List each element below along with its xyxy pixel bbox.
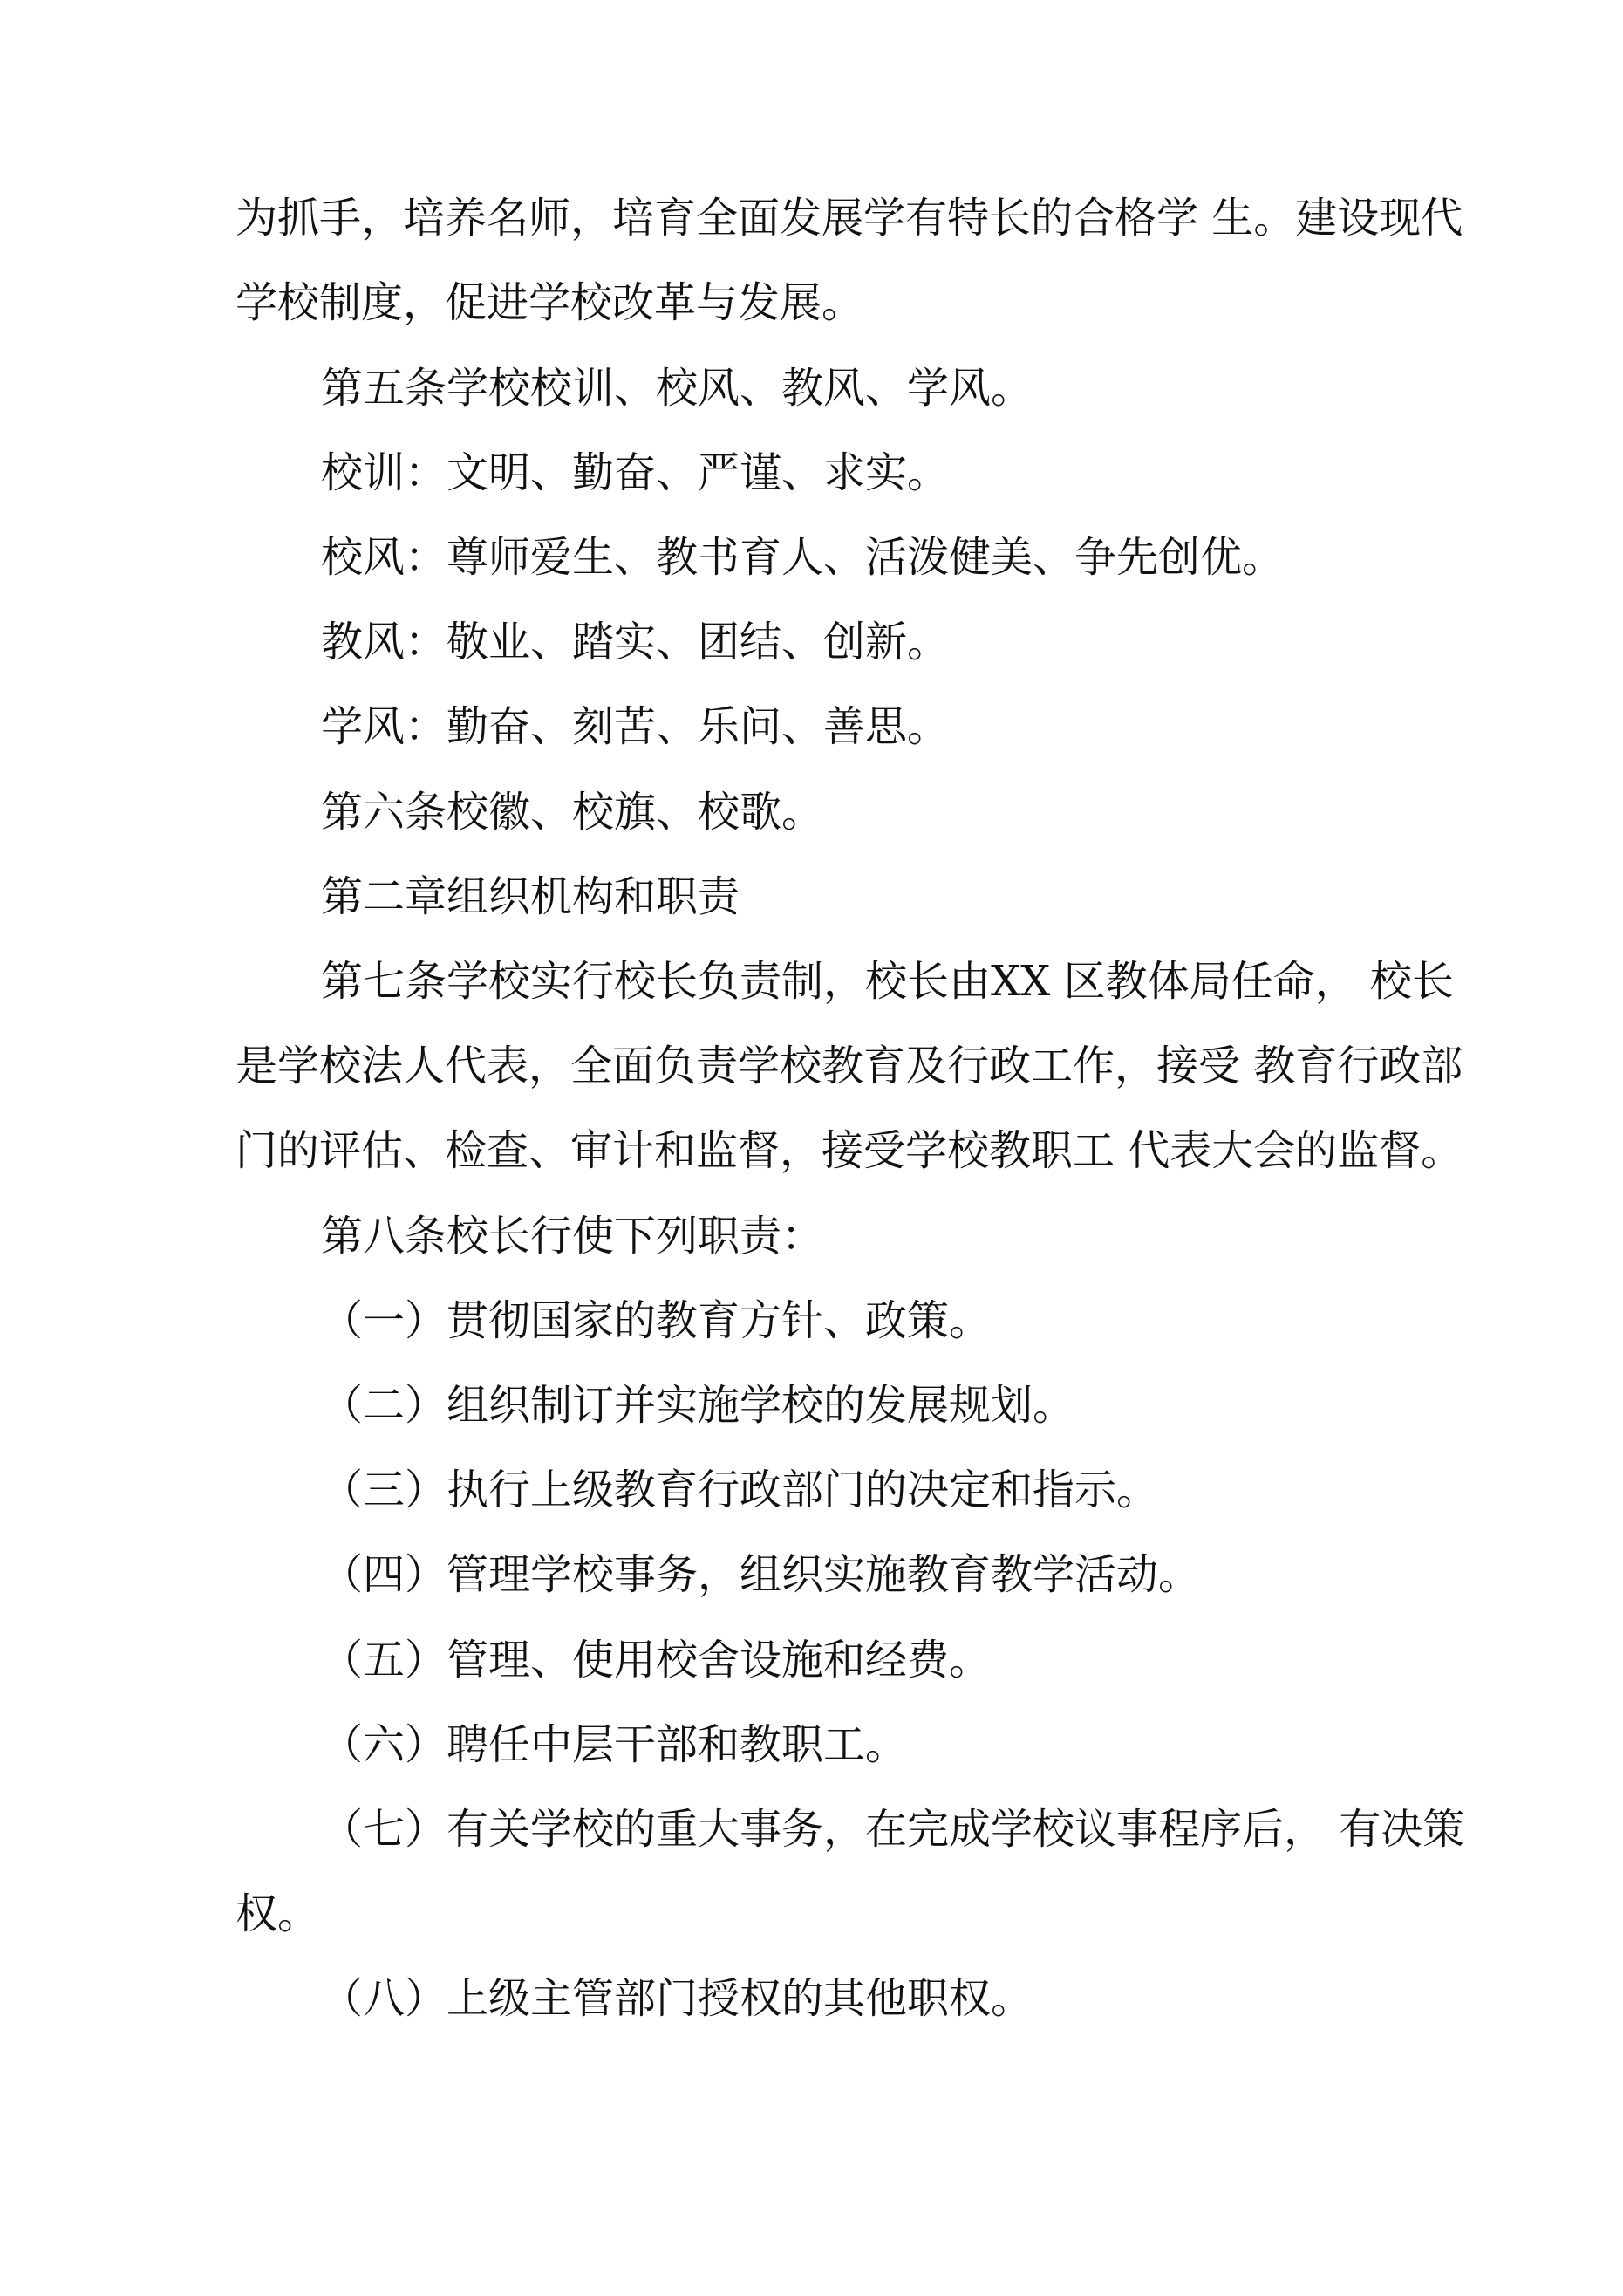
- article-heading: 第八条校长行使下列职责：: [321, 1212, 824, 1261]
- paragraph-line: 是学校法人代表，全面负责学校教育及行政工作，接受 教育行政部: [235, 1042, 1463, 1090]
- article-heading: 第六条校徽、校旗、校歌。: [321, 788, 824, 837]
- list-item: （二）组织制订并实施学校的发展规划。: [321, 1381, 1075, 1430]
- list-item: （一）贯彻国家的教育方针、政策。: [321, 1296, 992, 1345]
- list-item-continuation: 权。: [235, 1889, 320, 1938]
- teaching-style-line: 教风：敬业、踏实、团结、创新。: [321, 618, 950, 666]
- list-item: （三）执行上级教育行政部门的决定和指示。: [321, 1466, 1159, 1514]
- school-spirit-line: 校风：尊师爱生、教书育人、活泼健美、争先创优。: [321, 533, 1285, 582]
- list-item: （五）管理、使用校舍设施和经费。: [321, 1636, 992, 1684]
- study-style-line: 学风：勤奋、刻苦、乐问、善思。: [321, 702, 950, 751]
- motto-line: 校训：文明、勤奋、严谨、求实。: [321, 448, 950, 497]
- article-heading: 第五条学校校训、校风、教风、学风。: [321, 364, 1033, 413]
- paragraph-line: 第七条学校实行校长负责制，校长由XX 区教体局任命， 校长: [321, 957, 1454, 1006]
- list-item: （六）聘任中层干部和教职工。: [321, 1720, 908, 1769]
- list-item: （四）管理学校事务，组织实施教育教学活动。: [321, 1550, 1201, 1599]
- paragraph-line: 为抓手，培养名师，培育全面发展学有特长的合格学 生。建设现代: [235, 194, 1463, 243]
- list-item: （七）有关学校的重大事务，在完成学校议事程序后， 有决策: [321, 1805, 1465, 1854]
- paragraph-line: 学校制度，促进学校改革与发展。: [235, 278, 864, 327]
- chapter-heading: 第二章组织机构和职责: [321, 872, 740, 921]
- list-item: （八）上级主管部门授权的其他职权。: [321, 1974, 1033, 2023]
- paragraph-line: 门的评估、检查、审计和监督，接受学校教职工 代表大会的监督。: [235, 1126, 1463, 1175]
